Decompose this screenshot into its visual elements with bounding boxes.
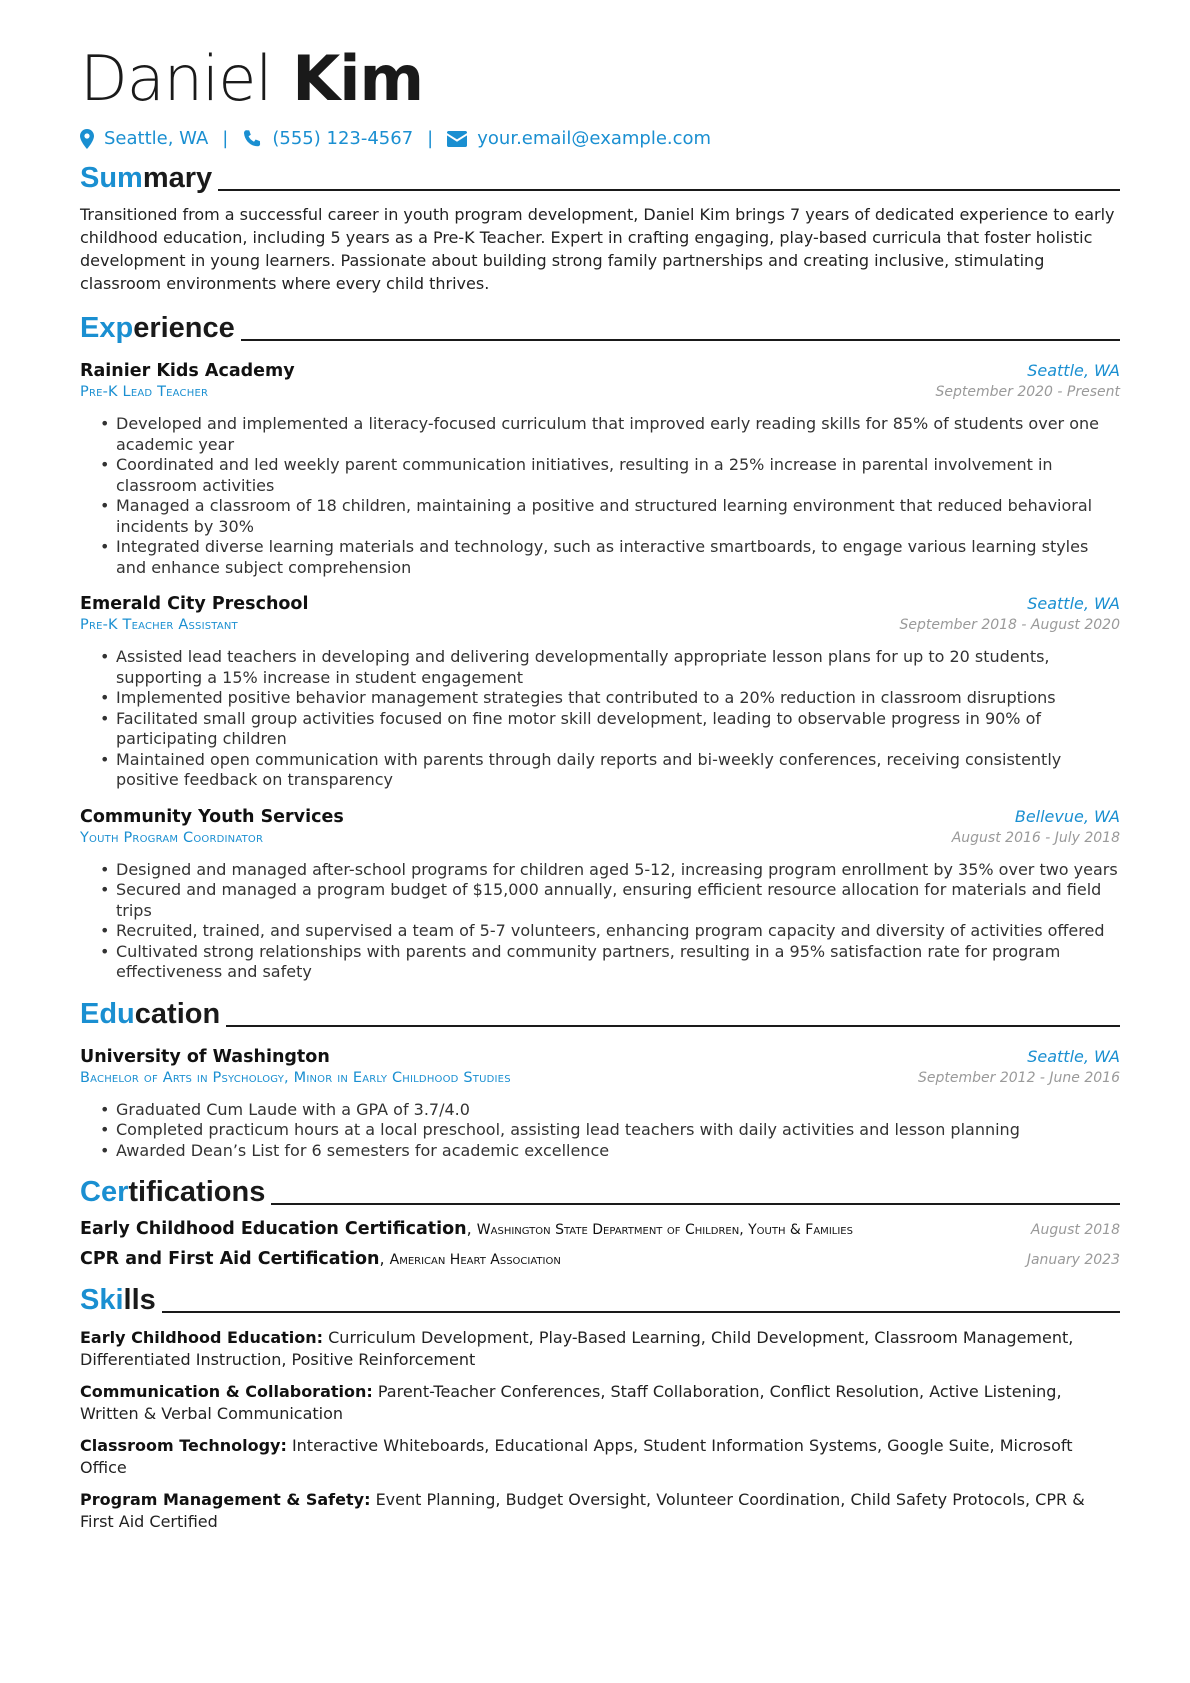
highlight-item: • Awarded Dean’s List for 6 semesters for academic excellence [116,1141,1120,1162]
contact-separator: | [427,128,434,149]
achievement-item: • Recruited, trained, and supervised a team of 5-7 volunteers, enhancing program capacity and diversity of activities offered [116,921,1120,942]
achievement-item: • Implemented positive behavior management strategies that contributed to a 20% reduction in classroom disruptions [116,688,1120,709]
education-entry [80,1047,1120,1162]
achievement-item: • Designed and managed after-school programs for children aged 5-12, increasing program enrollment by 35% over two years [116,860,1120,881]
phone-icon [242,129,262,149]
job-location: Bellevue, WA [1014,806,1120,826]
job-title: Pre-K Teacher Assistant [80,617,238,633]
skill-category: Program Management & Safety: [80,1490,371,1509]
location-text: Seattle, WA [104,128,209,149]
school-location: Seattle, WA [1027,1046,1120,1066]
cert-date: August 2018 [1030,1222,1120,1238]
contact-separator: | [222,128,229,149]
section-divider [241,339,1120,341]
contact-phone[interactable] [242,128,413,149]
first-name: Daniel [80,42,272,115]
last-name: Kim [292,42,424,115]
cert-issuer: Washington State Department of Children, Youth & Families [476,1222,853,1238]
skill-category: Classroom Technology: [80,1436,287,1455]
phone-text: (555) 123-4567 [272,128,414,149]
highlight-item: • Graduated Cum Laude with a GPA of 3.7/4.0 [116,1100,1120,1121]
cert-title: Early Childhood Education Certification [80,1219,467,1239]
achievement-item: • Integrated diverse learning materials and technology, such as interactive smartboards, to engage various learning styles and enhance subject comprehension [116,537,1120,578]
education-highlights [80,1100,1120,1162]
achievement-item: • Secured and managed a program budget of $15,000 annually, ensuring efficient resource allocation for materials and field trips [116,880,1120,921]
job-dates: August 2016 - July 2018 [951,829,1120,846]
achievement-list [80,647,1120,791]
section-title: Summary [80,162,213,194]
employer-name: Emerald City Preschool [80,594,309,614]
achievement-item: • Coordinated and led weekly parent communication initiatives, resulting in a 25% increase in parental involvement in classroom activities [116,455,1120,496]
contact-email[interactable] [447,128,711,149]
skill-items: Interactive Whiteboards, Educational Apps, Student Information Systems, Google Suite, Microsoft Office [80,1436,1073,1477]
section-experience-header [80,311,1120,345]
section-title: Certifications [80,1176,266,1208]
achievement-item: • Managed a classroom of 18 children, maintaining a positive and structured learning environment that reduced behavioral incidents by 30% [116,496,1120,537]
section-title: Skills [80,1284,156,1316]
summary-paragraph: Transitioned from a successful career in youth program development, Daniel Kim brings 7 years of dedicated experience to early childhood education, including 5 years as a Pre-K Teacher. Expert in crafting engaging, play-based curricula that foster holistic development in young learners. Passionate about building strong family partnerships and creating inclusive, stimulating classroom environments where every child thrives. [80,205,1115,293]
skill-row [80,1381,1120,1425]
job-dates: September 2020 - Present [935,384,1120,400]
employer-name: Community Youth Services [80,806,344,827]
experience-entry [80,594,1120,791]
job-title: Youth Program Coordinator [80,829,264,846]
job-location: Seattle, WA [1027,361,1120,380]
achievement-item: • Developed and implemented a literacy-focused curriculum that improved early reading skills for 85% of students over one academic year [116,414,1120,455]
map-pin-icon [80,129,94,149]
skill-category: Early Childhood Education: [80,1328,324,1347]
certification-item: CPR and First Aid Certification, American Heart Association January 2023 [80,1249,1120,1269]
cert-title: CPR and First Aid Certification [80,1249,380,1269]
highlight-item: • Completed practicum hours at a local preschool, assisting lead teachers with daily activities and lesson planning [116,1120,1120,1141]
section-divider [162,1311,1120,1313]
job-title: Pre-K Lead Teacher [80,384,209,400]
section-divider [218,189,1120,191]
certification-item: Early Childhood Education Certification, Washington State Department of Children, Youth & Families August 2018 [80,1219,1120,1239]
section-divider [226,1025,1120,1027]
employer-name: Rainier Kids Academy [80,361,295,381]
experience-list [80,361,1120,983]
achievement-list [80,414,1120,578]
candidate-name [80,44,1120,114]
section-divider [271,1203,1120,1205]
skill-row [80,1327,1120,1371]
section-title: Education [80,997,221,1030]
email-link: your.email@example.com [477,128,712,149]
job-location: Seattle, WA [1027,594,1120,613]
achievement-item: • Cultivated strong relationships with parents and community partners, resulting in a 95% satisfaction rate for program effectiveness and safety [116,942,1120,983]
skill-items: Parent-Teacher Conferences, Staff Collaboration, Conflict Resolution, Active Listening, Written & Verbal Communication [80,1382,1062,1423]
section-certifications-header [80,1175,1120,1209]
degree-title: Bachelor of Arts in Psychology, Minor in Early Childhood Studies [80,1069,511,1086]
experience-entry [80,361,1120,578]
job-dates: September 2018 - August 2020 [899,617,1120,633]
skill-items: Curriculum Development, Play-Based Learning, Child Development, Classroom Management, Differentiated Instruction, Positive Reinforcement [80,1328,1074,1369]
achievement-item: • Assisted lead teachers in developing and delivering developmentally appropriate lesson plans for up to 20 students, supporting a 15% increase in student engagement [116,647,1120,688]
experience-entry [80,807,1120,983]
contact-location [80,128,208,149]
contact-bar [80,128,1120,149]
skill-row [80,1489,1120,1533]
section-summary-header [80,161,1120,195]
skill-items: Event Planning, Budget Oversight, Volunteer Coordination, Child Safety Protocols, CPR & First Aid Certified [80,1490,1085,1531]
skill-category: Communication & Collaboration: [80,1382,373,1401]
skill-row [80,1435,1120,1479]
section-skills-header [80,1283,1120,1317]
achievement-item: • Facilitated small group activities focused on fine motor skill development, leading to observable progress in 90% of participating children [116,709,1120,750]
section-education-header [80,997,1120,1031]
cert-issuer: American Heart Association [389,1252,561,1268]
cert-date: January 2023 [1026,1252,1120,1268]
education-dates: September 2012 - June 2016 [918,1069,1120,1086]
achievement-item: • Maintained open communication with parents through daily reports and bi-weekly conferences, receiving consistently positive feedback on transparency [116,750,1120,791]
envelope-icon [447,131,467,147]
section-title: Experience [80,312,235,344]
achievement-list [80,860,1120,983]
school-name: University of Washington [80,1046,330,1067]
